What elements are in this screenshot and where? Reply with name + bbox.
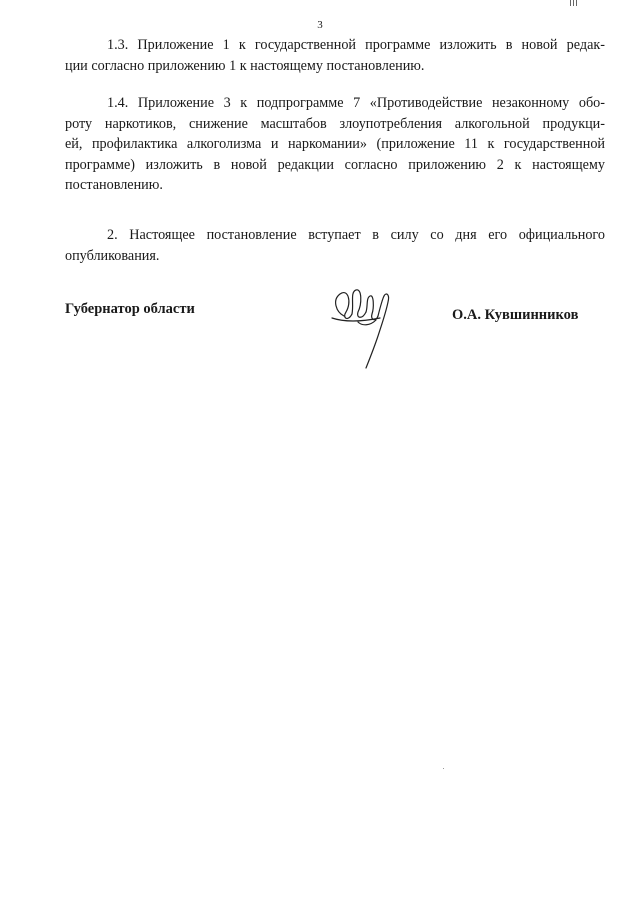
paragraph-line: роту наркотиков, снижение масштабов злоупотребления алкогольной продукци- (65, 115, 605, 132)
paragraph-1-4 (65, 93, 605, 196)
paragraph-line: опубликования. (65, 247, 160, 264)
paragraph-1-3 (65, 35, 605, 76)
scan-speck (443, 768, 444, 769)
signatory-name: О.А. Кувшинников (452, 307, 579, 323)
paragraph-2 (65, 225, 605, 266)
paragraph-line: 1.4. Приложение 3 к подпрограмме 7 «Противодействие незаконному обо- (107, 95, 605, 111)
paragraph-line: ей, профилактика алкоголизма и наркомании» (приложение 11 к государственной (65, 136, 605, 152)
page-number: 3 (317, 19, 323, 31)
scan-corner-mark (570, 0, 580, 6)
paragraph-line: 1.3. Приложение 1 к государственной программе изложить в новой редак- (107, 37, 605, 53)
signatory-position: Губернатор области (65, 301, 195, 317)
paragraph-line: программе) изложить в новой редакции согласно приложению 2 к настоящему (65, 156, 605, 173)
paragraph-line: 2. Настоящее постановление вступает в силу со дня его официального (107, 227, 605, 243)
paragraph-line: ции согласно приложению 1 к настоящему постановлению. (65, 57, 425, 74)
handwritten-signature (322, 282, 402, 374)
paragraph-line: постановлению. (65, 177, 163, 193)
